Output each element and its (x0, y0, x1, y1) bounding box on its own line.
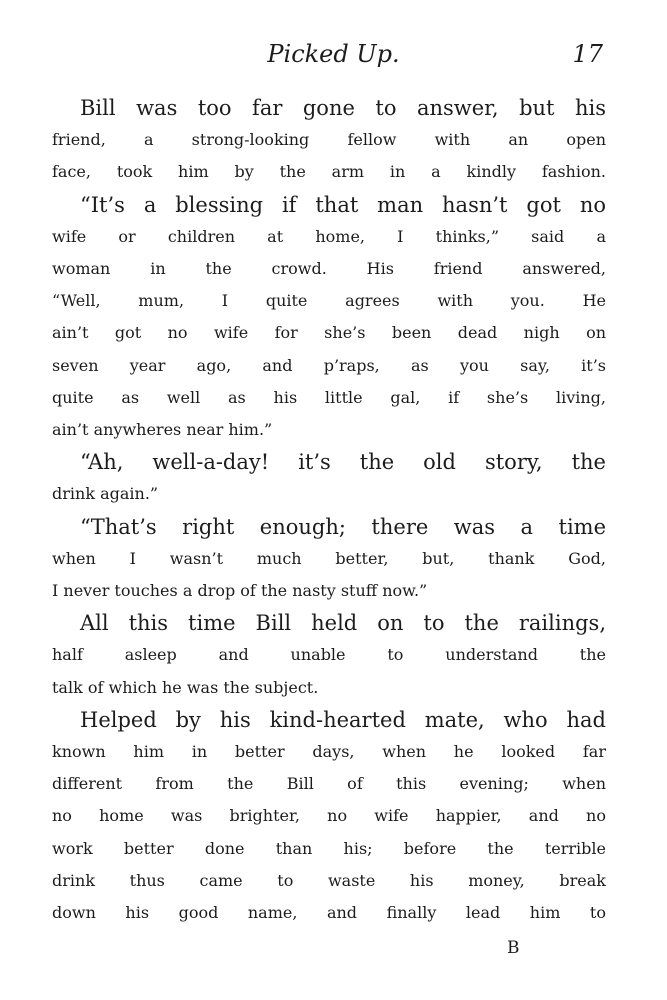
text-line: friend, a strong-looking fellow with an open (52, 130, 606, 150)
paragraph (52, 607, 606, 704)
text-line: seven year ago, and p’raps, as you say, it’s (52, 355, 606, 375)
text-line: Helped by his kind-hearted mate, who had (80, 707, 606, 732)
text-line: known him in better days, when he looked far (52, 742, 606, 762)
text-line: All this time Bill held on to the railings, (80, 611, 606, 636)
text-line: ain’t got no wife for she’s been dead nigh on (52, 323, 606, 343)
signature-mark: B (507, 938, 520, 958)
text-line: down his good name, and finally lead him to (52, 903, 606, 923)
text-line: different from the Bill of this evening; when (52, 774, 606, 794)
text-line: “That’s right enough; there was a time (80, 514, 606, 539)
text-line: work better done than his; before the terrible (52, 838, 606, 858)
body-text (52, 92, 606, 929)
text-line: drink thus came to waste his money, break (52, 870, 606, 890)
text-line: quite as well as his little gal, if she’s living, (52, 387, 606, 407)
paragraph (52, 704, 606, 929)
text-line: “Well, mum, I quite agrees with you. He (52, 291, 606, 311)
text-line: drink again.” (52, 484, 159, 504)
text-line: half asleep and unable to understand the (52, 645, 606, 665)
text-line: Bill was too far gone to answer, but his (80, 96, 606, 120)
page-number: 17 (572, 40, 603, 68)
running-title: Picked Up. (267, 40, 400, 68)
text-line: no home was brighter, no wife happier, and no (52, 806, 606, 826)
paragraph (52, 189, 606, 447)
text-line: when I wasn’t much better, but, thank God, (52, 548, 606, 568)
paragraph (52, 511, 606, 608)
text-line: wife or children at home, I thinks,” said a (52, 226, 606, 246)
paragraph (52, 92, 606, 189)
text-line: ain’t anywheres near him.” (52, 420, 273, 440)
paragraph (52, 446, 606, 510)
text-line: “Ah, well-a-day! it’s the old story, the (80, 450, 606, 475)
text-line: talk of which he was the subject. (52, 677, 319, 697)
text-line: face, took him by the arm in a kindly fashion. (52, 162, 606, 182)
text-line: woman in the crowd. His friend answered, (52, 259, 606, 279)
text-line: “It’s a blessing if that man hasn’t got no (80, 192, 606, 217)
text-line: I never touches a drop of the nasty stuff now.” (52, 581, 428, 601)
